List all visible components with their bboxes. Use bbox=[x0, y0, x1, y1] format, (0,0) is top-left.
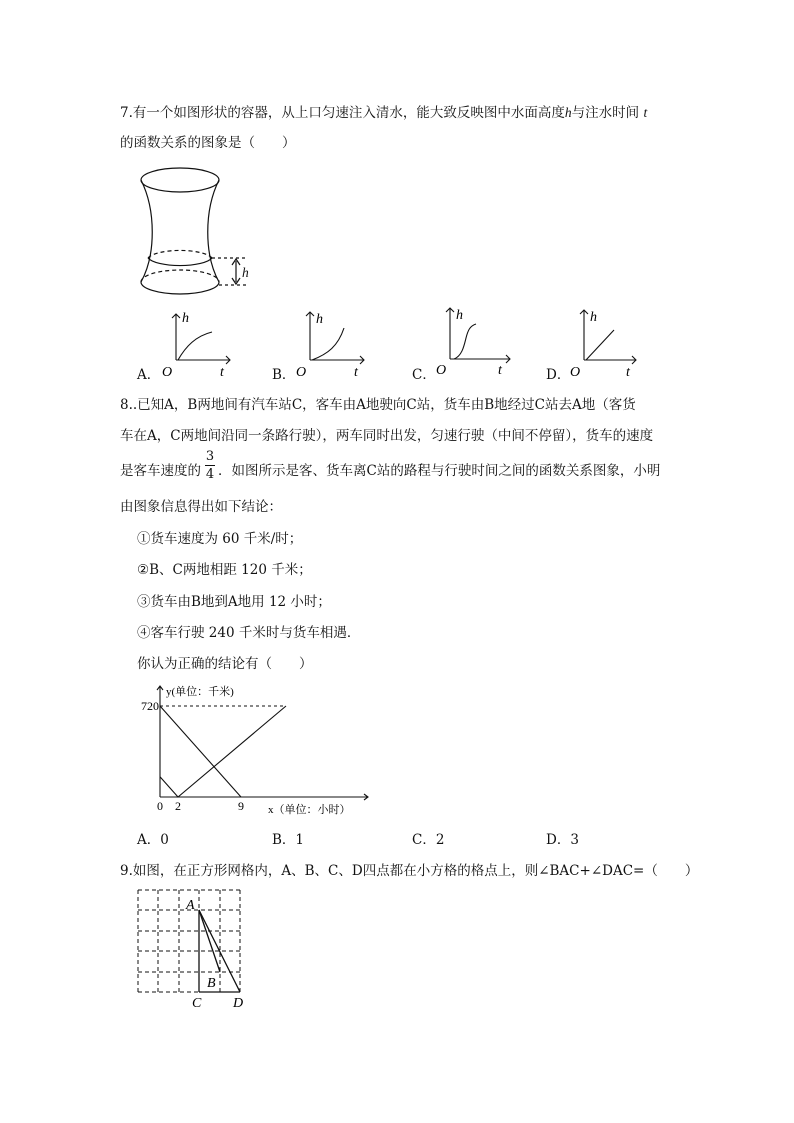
q8-line1: 8..已知A，B两地间有汽车站C，客车由A地驶向C站，货车由B地经过C站去A地（客货 bbox=[120, 397, 636, 413]
q7-d-axis-x: t bbox=[626, 365, 630, 380]
q7-a-axis-x: t bbox=[220, 365, 224, 380]
q7-b-origin: O bbox=[296, 365, 307, 380]
q9-label-d: D bbox=[233, 996, 244, 1011]
q9-line1: 9.如图，在正方形网格内，A、B、C、D四点都在小方格的格点上，则∠BAC+∠DAC=（ ） bbox=[120, 863, 699, 879]
q8-xlabel: x（单位：小时） bbox=[268, 804, 351, 816]
q8-line2: 车在A，C两地间沿同一条路行驶），两车同时出发，匀速行驶（中间不停留），货车的速度 bbox=[120, 428, 654, 444]
q8-line3-a: 是客车速度的 bbox=[120, 463, 201, 479]
q8-frac-den: 4 bbox=[205, 467, 215, 482]
q7-d-axis-y: h bbox=[590, 310, 597, 325]
q7-b-axis-y: h bbox=[316, 312, 323, 327]
q7-option-d: D． bbox=[546, 367, 571, 383]
q7-a-origin: O bbox=[162, 365, 173, 380]
q8-xtick-9: 9 bbox=[238, 799, 244, 813]
q8-conclusion-1: ①货车速度为 60 千米/时； bbox=[137, 531, 303, 547]
q8-conclusion-4: ④客车行驶 240 千米时与货车相遇． bbox=[137, 625, 361, 641]
q7-option-c: C． bbox=[412, 367, 436, 383]
q7-line1-a: 7.有一个如图形状的容器，从上口匀速注入清水，能大致反映图中水面高度 bbox=[120, 105, 565, 121]
q7-line1-b: 与注水时间 bbox=[571, 105, 640, 121]
q7-b-axis-x: t bbox=[354, 365, 358, 380]
q7-line2: 的函数关系的图象是（ ） bbox=[120, 135, 296, 151]
q9-label-c: C bbox=[192, 996, 202, 1011]
q8-conclusion-3: ③货车由B地到A地用 12 小时； bbox=[137, 594, 331, 610]
q7-option-b: B． bbox=[272, 367, 296, 383]
q8-line3-b: ．如图所示是客、货车离C站的路程与行驶时间之间的函数关系图象，小明 bbox=[218, 463, 661, 479]
q8-xtick-0: 0 bbox=[157, 799, 163, 813]
q8-xtick-2: 2 bbox=[175, 799, 181, 813]
q7-c-axis-y: h bbox=[456, 308, 463, 323]
q9-segment-ab bbox=[199, 910, 220, 972]
q8-prompt: 你认为正确的结论有（ ） bbox=[137, 656, 313, 672]
q9-segment-ad bbox=[199, 910, 240, 992]
q8-ylabel: y(单位：千米) bbox=[166, 686, 234, 698]
q7-c-origin: O bbox=[436, 363, 447, 378]
q7-a-axis-y: h bbox=[182, 311, 189, 326]
q8-option-a: A．0 bbox=[137, 832, 169, 848]
q8-option-d: D．3 bbox=[546, 832, 579, 848]
q7-var-h: h bbox=[564, 105, 572, 120]
q9-label-b: B bbox=[207, 976, 216, 991]
q7-d-origin: O bbox=[570, 365, 581, 380]
q7-option-a: A． bbox=[137, 367, 161, 383]
q8-option-c: C．2 bbox=[412, 832, 445, 848]
q8-ytick-720: 720 bbox=[141, 699, 159, 713]
q8-line4: 由图象信息得出如下结论： bbox=[120, 499, 282, 515]
q7-c-axis-x: t bbox=[498, 363, 502, 378]
q8-conclusion-2: ②B、C两地相距 120 千米； bbox=[137, 562, 312, 578]
q7-var-t: t bbox=[643, 105, 648, 120]
q9-label-a: A bbox=[186, 898, 195, 913]
q7-container-h-label: h bbox=[242, 265, 249, 280]
q8-frac-num: 3 bbox=[205, 449, 215, 464]
q8-option-b: B．1 bbox=[272, 832, 305, 848]
